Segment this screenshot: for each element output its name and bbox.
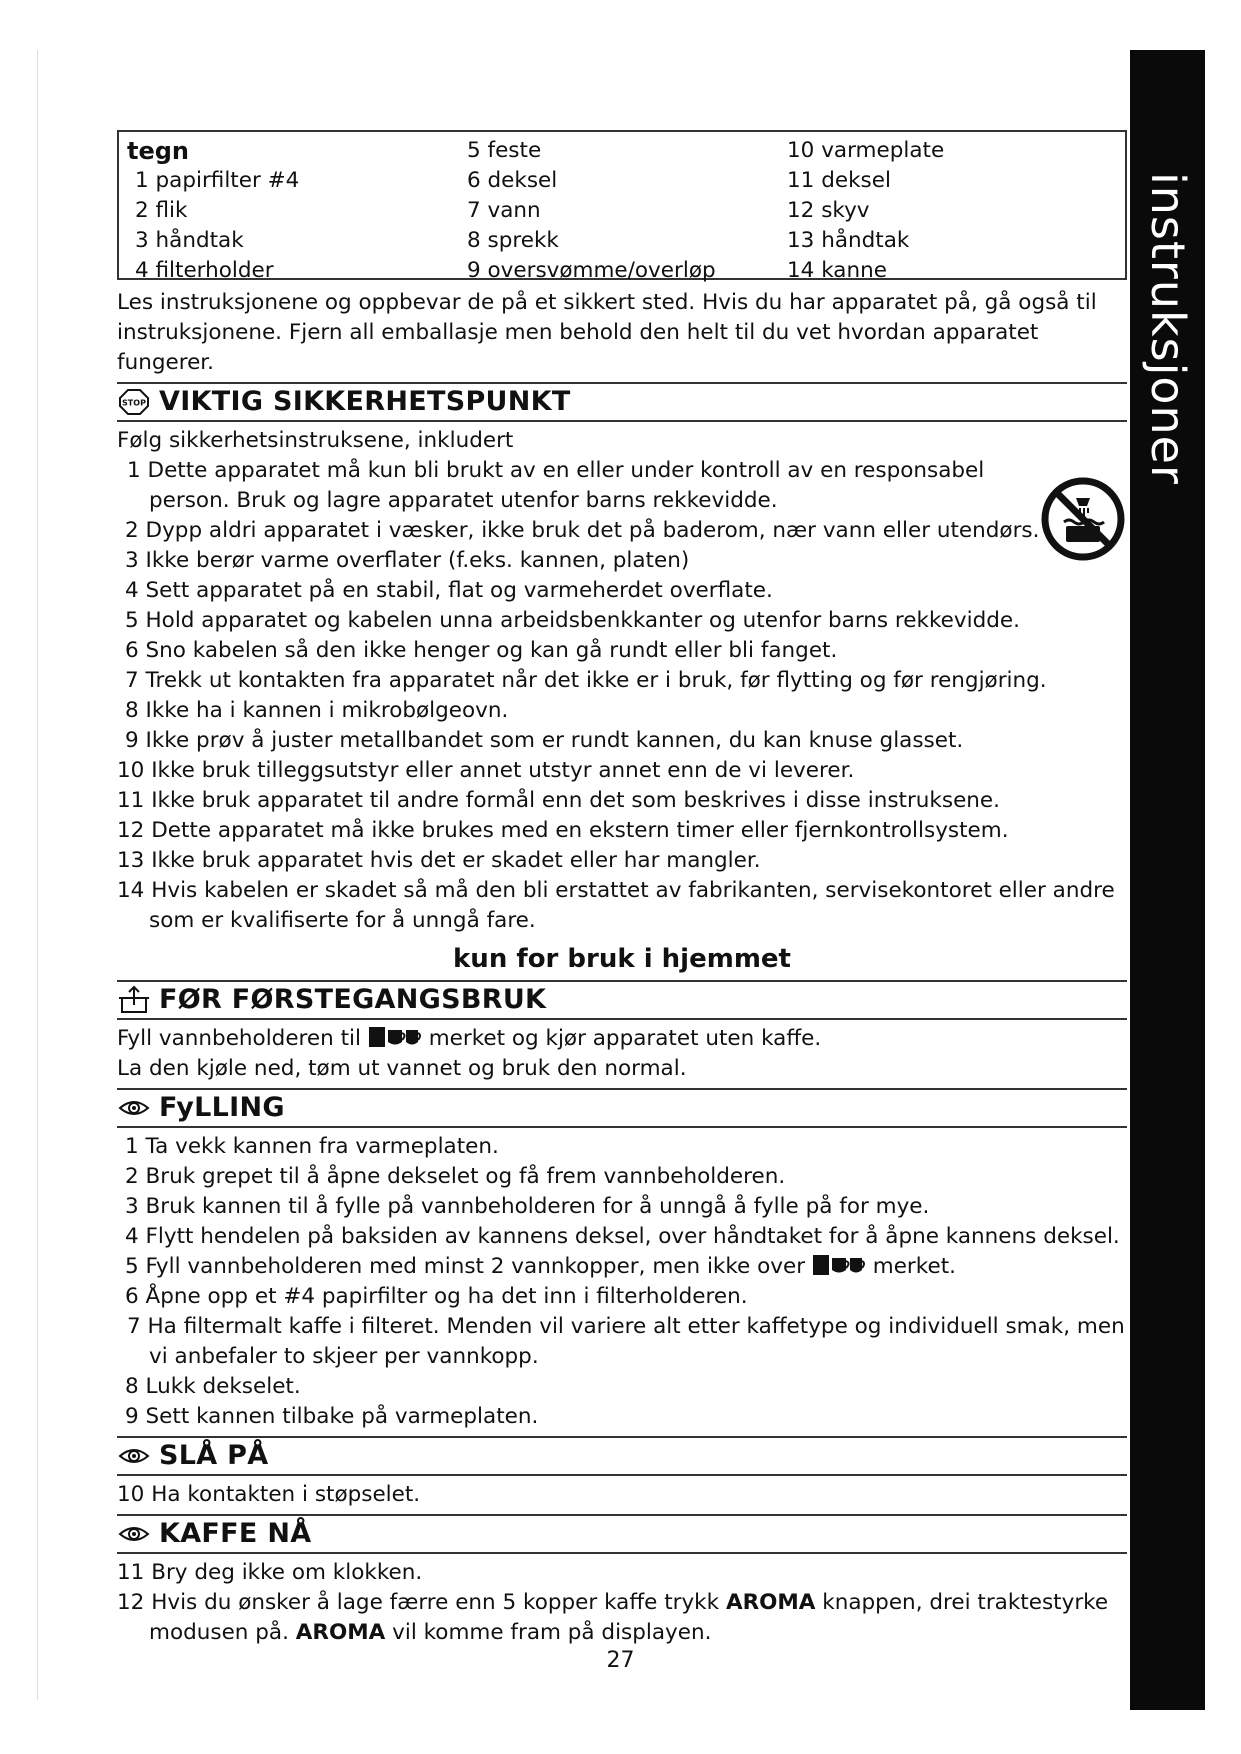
first-use-line-1 [117, 1024, 1127, 1054]
filling-list [117, 1132, 1127, 1432]
list-item: 2 Bruk grepet til å åpne dekselet og få frem vannbeholderen. [125, 1164, 786, 1189]
list-item: 9 Ikke prøv å juster metallbandet som er rundt kannen, du kan knuse glasset. [125, 728, 964, 753]
aroma-label: AROMA [725, 1590, 816, 1615]
legend-item: 7 vann [467, 198, 541, 223]
stop-icon [117, 387, 151, 417]
section-header-safety [117, 382, 1127, 422]
section-title: SLÅ PÅ [159, 1440, 269, 1471]
item-text: 12 Hvis du ønsker å lage færre enn 5 kopper kaffe trykk [117, 1590, 720, 1615]
page-number: 27 [606, 1648, 635, 1673]
list-item: 7 Trekk ut kontakten fra apparatet når det ikke er i bruk, før flytting og før rengjøring. [125, 668, 1047, 693]
list-item: 13 Ikke bruk apparatet hvis det er skadet eller har mangler. [117, 848, 761, 873]
list-item: 12 Dette apparatet må ikke brukes med en ekstern timer eller fjernkontrollsystem. [117, 818, 1009, 843]
legend-item: 12 skyv [787, 198, 870, 223]
eye-icon [117, 1519, 151, 1549]
legend-item: 1 papirfilter #4 [135, 168, 300, 193]
legend-item: 13 håndtak [787, 228, 910, 253]
first-use-line-2: La den kjøle ned, tøm ut vannet og bruk den normal. [117, 1056, 687, 1081]
legend-item: 4 filterholder [135, 258, 274, 283]
legend-item: 9 oversvømme/overløp [467, 258, 716, 283]
section-header-coffee-now [117, 1514, 1127, 1554]
legend-item: 5 feste [467, 138, 542, 163]
section-title: KAFFE NÅ [159, 1518, 312, 1549]
section-header-filling [117, 1088, 1127, 1128]
list-item: 6 Åpne opp et #4 papirfilter og ha det inn i filterholderen. [125, 1284, 748, 1309]
home-use-note: kun for bruk i hjemmet [453, 944, 791, 974]
side-tab-label: instruksjoner [1140, 172, 1195, 485]
eye-icon [117, 1093, 151, 1123]
section-title: FyLLING [159, 1092, 285, 1123]
item-text: knappen, drei traktestyrke modusen på. [149, 1590, 1109, 1645]
list-item: 1 Dette apparatet må kun bli brukt av en eller under kontroll av en responsabel person. Bruk og lagre apparatet utenfor barns rekkevidde. [127, 458, 985, 513]
legend-item: 14 kanne [787, 258, 887, 283]
item-text: vil komme fram på displayen. [385, 1620, 712, 1645]
list-item: 1 Ta vekk kannen fra varmeplaten. [125, 1134, 499, 1159]
list-item: 4 Flytt hendelen på baksiden av kannens deksel, over håndtaket for å åpne kannens deksel. [125, 1224, 1120, 1249]
section-title: FØR FØRSTEGANGSBRUK [159, 984, 547, 1015]
max-cups-icon [812, 1254, 866, 1276]
legend-item: 10 varmeplate [787, 138, 945, 163]
list-item: 7 Ha filtermalt kaffe i filteret. Menden vil variere alt etter kaffetype og individuell smak, men vi anbefaler to skjeer per vannkopp. [127, 1314, 1125, 1369]
item-text-b: merket. [872, 1254, 956, 1279]
parts-legend [117, 130, 1127, 283]
list-item: 14 Hvis kabelen er skadet så må den bli erstattet av fabrikanten, servisekontoret eller andre som er kvalifiserte for å unngå fare. [117, 878, 1115, 933]
intro-paragraph: Les instruksjonene og oppbevar de på et sikkert sted. Hvis du har apparatet på, gå også til instruksjonene. Fjern all emballasje men behold den helt til du vet hvordan apparatet fungerer. [117, 290, 1097, 375]
list-item: 11 Ikke bruk apparatet til andre formål enn det som beskrives i disse instruksene. [117, 788, 1000, 813]
stop-icon-label: STOP [122, 398, 146, 408]
legend-col-2 [467, 136, 787, 286]
box-arrow-up-icon [117, 985, 151, 1015]
safety-lead: Følg sikkerhetsinstruksene, inkludert [117, 428, 514, 453]
legend-item: 11 deksel [787, 168, 891, 193]
max-cups-icon [368, 1026, 422, 1048]
list-item: 8 Ikke ha i kannen i mikrobølgeovn. [125, 698, 509, 723]
list-item: 10 Ha kontakten i støpselet. [117, 1482, 421, 1507]
legend-item: 2 flik [135, 198, 188, 223]
list-item: 6 Sno kabelen så den ikke henger og kan gå rundt eller bli fanget. [125, 638, 838, 663]
list-item: 2 Dypp aldri apparatet i væsker, ikke bruk det på baderom, nær vann eller utendørs. [125, 518, 1040, 543]
first-use-text-b: merket og kjør apparatet uten kaffe. [428, 1026, 822, 1051]
eye-icon [117, 1441, 151, 1471]
list-item: 4 Sett apparatet på en stabil, flat og varmeherdet overflate. [125, 578, 773, 603]
section-header-first-use [117, 980, 1127, 1020]
aroma-label: AROMA [295, 1620, 386, 1645]
item-text-a: 5 Fyll vannbeholderen med minst 2 vannkopper, men ikke over [125, 1254, 806, 1279]
list-item [117, 1252, 1127, 1282]
list-item: 3 Ikke berør varme overflater (f.eks. kannen, platen) [125, 548, 690, 573]
page-content [117, 130, 1127, 1648]
first-use-text-a: Fyll vannbeholderen til [117, 1026, 361, 1051]
legend-heading: tegn [127, 137, 190, 165]
list-item: 5 Hold apparatet og kabelen unna arbeidsbenkkanter og utenfor barns rekkevidde. [125, 608, 1020, 633]
side-tab [1130, 50, 1205, 1710]
section-title: VIKTIG SIKKERHETSPUNKT [159, 386, 571, 417]
list-item: 9 Sett kannen tilbake på varmeplaten. [125, 1404, 539, 1429]
list-item: 3 Bruk kannen til å fylle på vannbeholderen for å unngå å fylle på for mye. [125, 1194, 930, 1219]
list-item: 10 Ikke bruk tilleggsutstyr eller annet utstyr annet enn de vi leverer. [117, 758, 855, 783]
section-header-switch-on [117, 1436, 1127, 1476]
legend-item: 3 håndtak [135, 228, 244, 253]
legend-col-3 [787, 136, 1115, 286]
legend-item: 6 deksel [467, 168, 558, 193]
legend-col-1 [127, 136, 467, 286]
list-item [117, 1588, 1127, 1648]
page-margin-line [37, 50, 38, 1700]
safety-list [117, 456, 1127, 936]
legend-item: 8 sprekk [467, 228, 559, 253]
list-item: 8 Lukk dekselet. [125, 1374, 301, 1399]
list-item: 11 Bry deg ikke om klokken. [117, 1560, 423, 1585]
